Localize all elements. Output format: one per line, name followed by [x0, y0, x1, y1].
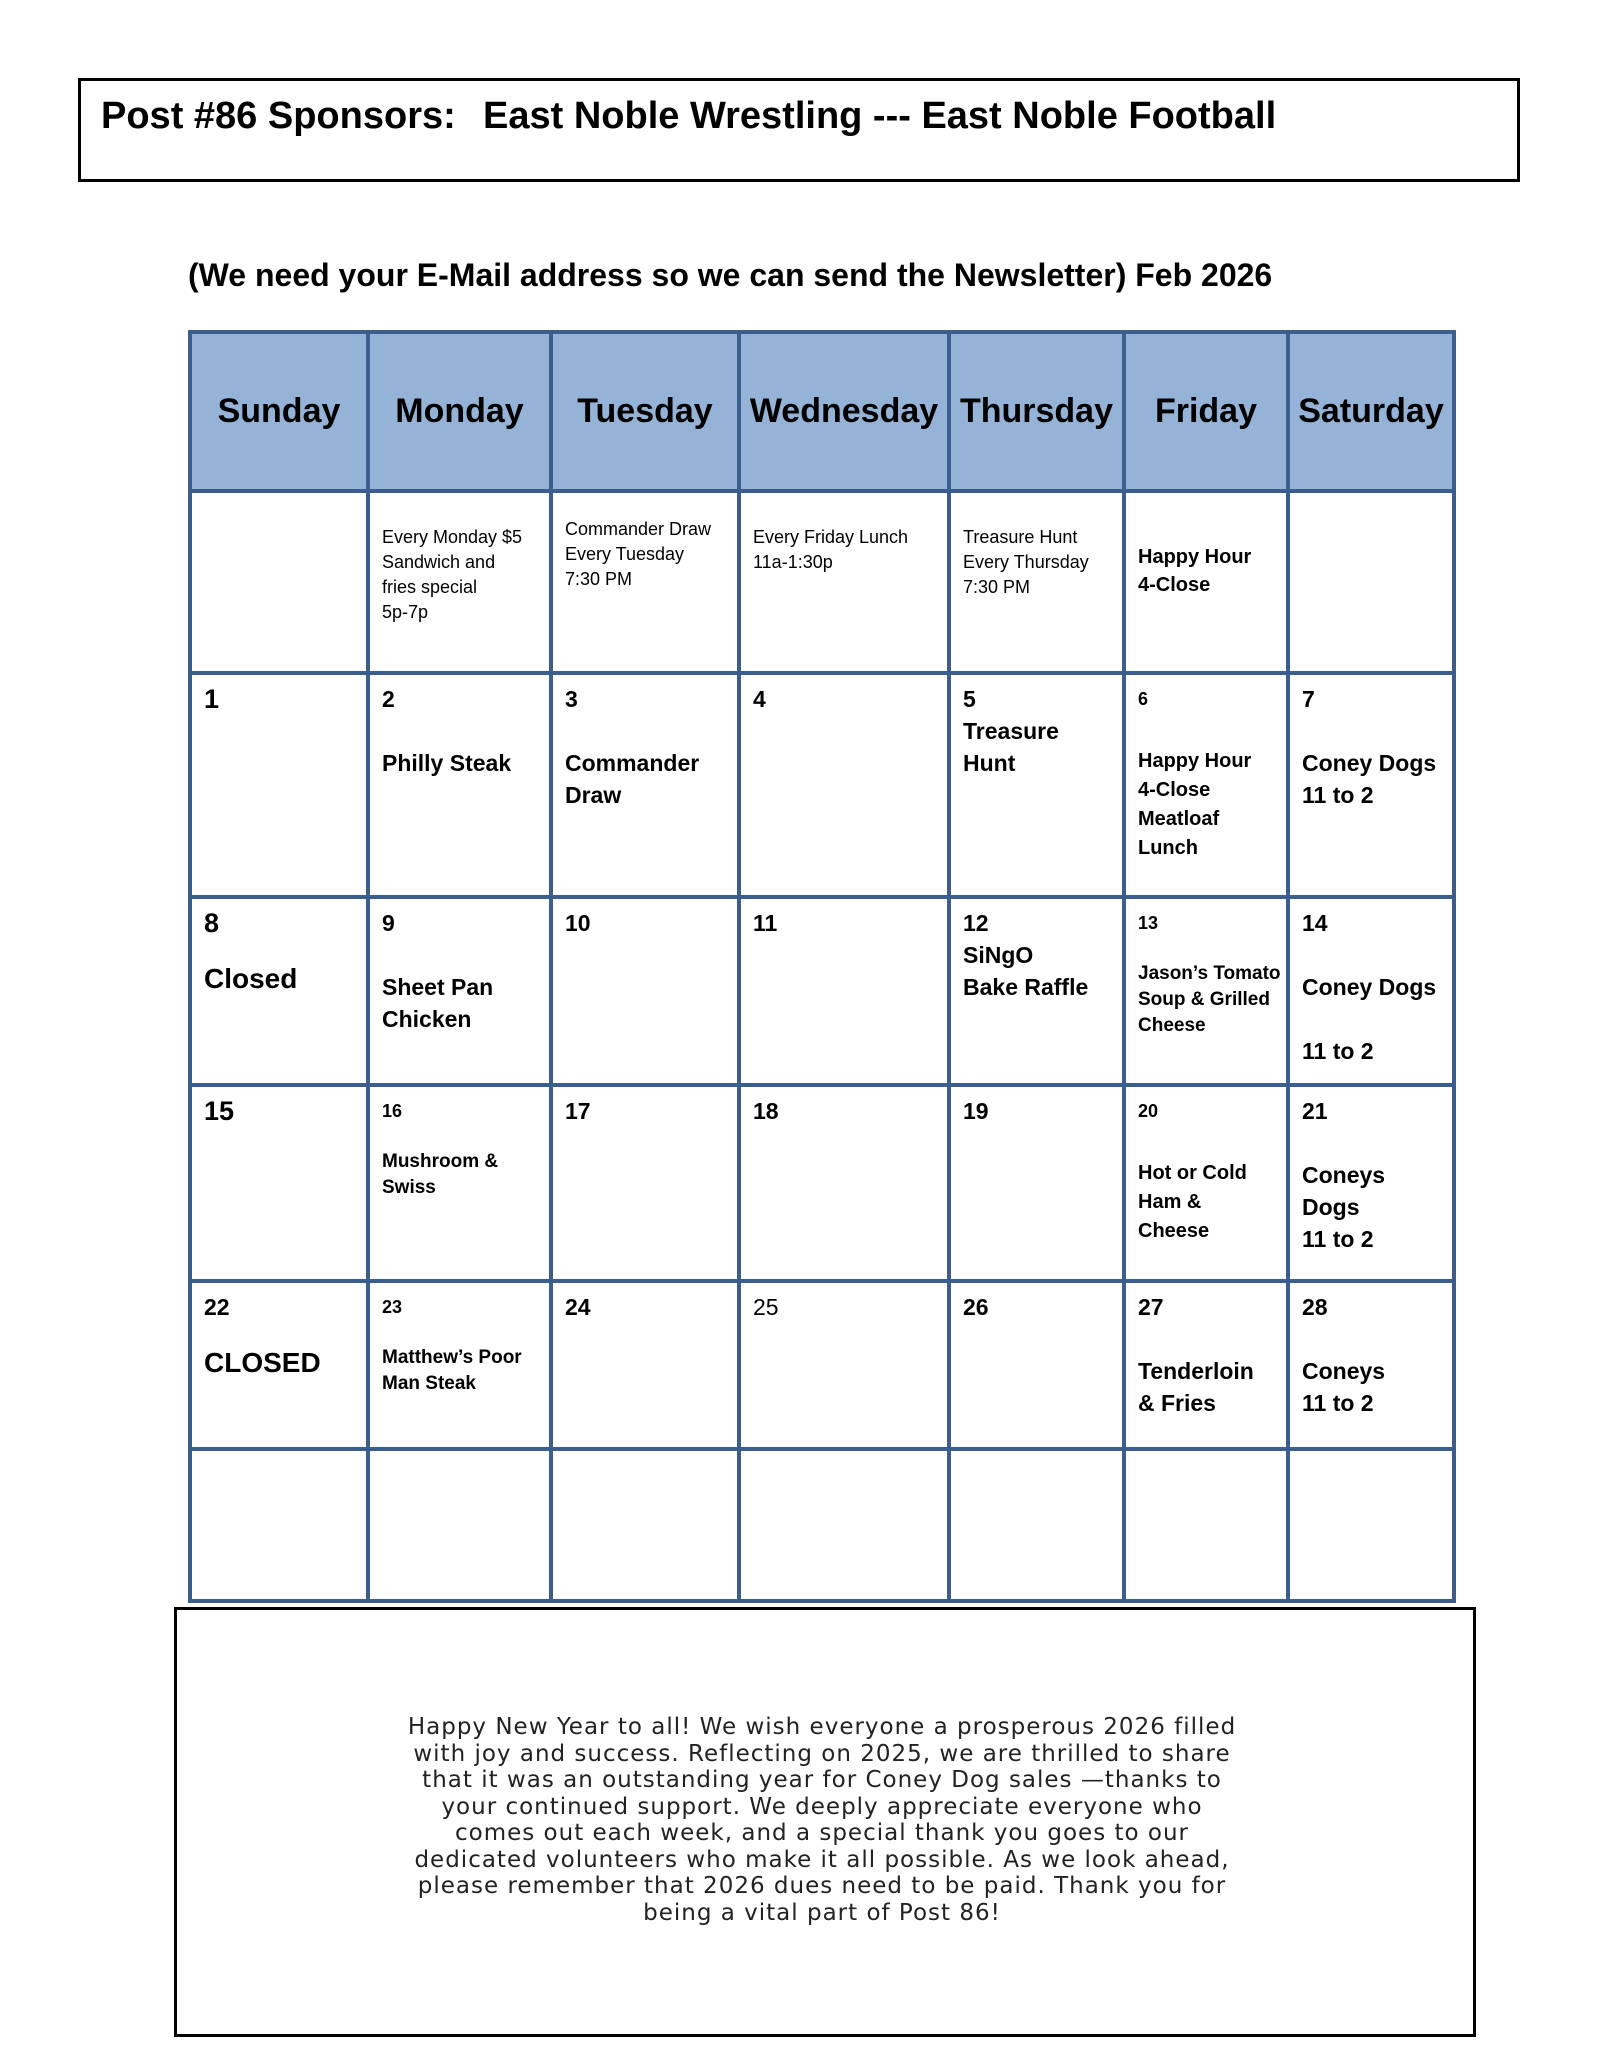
event-text: Commander Draw	[565, 750, 700, 808]
date-number: 10	[565, 910, 591, 936]
calendar-cell	[190, 1085, 368, 1281]
date-number: 2	[382, 686, 395, 712]
event-text: Matthew’s Poor Man Steak	[382, 1347, 522, 1394]
calendar-cell	[949, 1281, 1124, 1449]
date-number: 1	[204, 684, 220, 714]
date-number: 13	[1138, 913, 1159, 933]
week-row	[190, 673, 1454, 897]
event-text: Happy Hour 4-Close Meatloaf Lunch	[1138, 750, 1252, 859]
calendar-cell	[1288, 1085, 1454, 1281]
calendar-cell	[1288, 1281, 1454, 1449]
date-number: 27	[1138, 1294, 1164, 1320]
calendar-cell	[551, 897, 739, 1085]
day-header: Wednesday	[739, 332, 949, 491]
event-text: Coney Dogs 11 to 2	[1302, 750, 1437, 808]
calendar-cell	[190, 1449, 368, 1601]
date-number: 6	[1138, 689, 1149, 709]
day-header: Tuesday	[551, 332, 739, 491]
date-number: 26	[963, 1294, 989, 1320]
recurring-row	[190, 491, 1454, 673]
calendar-cell	[739, 1449, 949, 1601]
date-number: 7	[1302, 686, 1315, 712]
date-number: 24	[565, 1294, 591, 1320]
calendar-cell	[368, 491, 551, 673]
calendar-cell	[739, 1085, 949, 1281]
day-header: Friday	[1124, 332, 1288, 491]
date-number: 5	[963, 686, 976, 712]
day-header: Thursday	[949, 332, 1124, 491]
message-box	[174, 1607, 1476, 2037]
week-row	[190, 1281, 1454, 1449]
event-text: Philly Steak	[382, 750, 512, 776]
event-text: Coneys 11 to 2	[1302, 1358, 1386, 1416]
calendar-cell	[551, 673, 739, 897]
calendar-cell	[368, 897, 551, 1085]
calendar-cell	[1124, 673, 1288, 897]
date-number: 3	[565, 686, 578, 712]
date-number: 21	[1302, 1098, 1328, 1124]
calendar-cell	[1288, 673, 1454, 897]
event-text: SiNgO Bake Raffle	[963, 942, 1089, 1000]
date-number: 8	[204, 908, 220, 938]
day-header: Monday	[368, 332, 551, 491]
calendar-cell	[739, 1281, 949, 1449]
calendar-table	[188, 330, 1456, 1603]
calendar-cell	[1124, 491, 1288, 673]
event-text: Tenderloin & Fries	[1138, 1358, 1254, 1416]
calendar-cell	[190, 1281, 368, 1449]
calendar-cell	[190, 491, 368, 673]
date-number: 9	[382, 910, 395, 936]
calendar-cell	[190, 897, 368, 1085]
calendar-cell	[949, 491, 1124, 673]
event-text: Jason’s Tomato Soup & Grilled Cheese	[1138, 963, 1281, 1036]
date-number: 17	[565, 1098, 591, 1124]
event-text: Coneys Dogs 11 to 2	[1302, 1162, 1386, 1252]
date-number: 16	[382, 1101, 403, 1121]
calendar-cell	[368, 1449, 551, 1601]
day-header: Saturday	[1288, 332, 1454, 491]
calendar-cell	[949, 673, 1124, 897]
calendar-cell	[1288, 897, 1454, 1085]
calendar-cell	[1124, 1281, 1288, 1449]
recurring-note: Treasure Hunt Every Thursday 7:30 PM	[963, 527, 1089, 597]
calendar-cell	[368, 1085, 551, 1281]
calendar-cell	[551, 1085, 739, 1281]
date-number: 28	[1302, 1294, 1328, 1320]
calendar-cell	[1124, 1085, 1288, 1281]
sponsors-box	[78, 78, 1520, 182]
recurring-note: Every Friday Lunch 11a-1:30p	[753, 527, 909, 572]
day-header: Sunday	[190, 332, 368, 491]
week-row	[190, 1085, 1454, 1281]
date-number: 23	[382, 1297, 403, 1317]
date-number: 18	[753, 1098, 779, 1124]
calendar-cell	[739, 491, 949, 673]
calendar-cell	[739, 673, 949, 897]
empty-week-row	[190, 1449, 1454, 1601]
date-number: 12	[963, 910, 989, 936]
new-year-message: Happy New Year to all! We wish everyone a prosperous 2026 filled with joy and success. Reflecting on 2025, we are thrilled to share that it was an outstanding year for Coney Dog sales —thanks to your continued support. We deeply appreciate everyone who comes out each week, and a special thank you goes to our dedicated volunteers who make it all possible. As we look ahead, please remember that 2026 dues need to be paid. Thank you for being a vital part of Post 86!	[407, 1714, 1237, 1926]
calendar-cell	[551, 1281, 739, 1449]
event-text: Hot or Cold Ham & Cheese	[1138, 1162, 1247, 1242]
weekday-header-row	[190, 332, 1454, 491]
date-number: 11	[753, 910, 778, 936]
recurring-note: Every Monday $5 Sandwich and fries special 5p-7p	[382, 527, 523, 622]
calendar-cell	[1288, 491, 1454, 673]
calendar-cell	[190, 673, 368, 897]
date-number: 19	[963, 1098, 989, 1124]
event-text: Coney Dogs 11 to 2	[1302, 974, 1437, 1064]
recurring-note: Commander Draw Every Tuesday 7:30 PM	[565, 519, 712, 589]
calendar-cell	[949, 897, 1124, 1085]
date-number: 15	[204, 1096, 235, 1126]
calendar-cell	[551, 1449, 739, 1601]
calendar-cell	[739, 897, 949, 1085]
calendar-cell	[949, 1449, 1124, 1601]
week-row	[190, 897, 1454, 1085]
calendar-cell	[551, 491, 739, 673]
email-notice: (We need your E-Mail address so we can send the Newsletter) Feb 2026	[188, 257, 1273, 293]
event-text: Treasure Hunt	[963, 718, 1059, 776]
sponsors-teams: East Noble Wrestling --- East Noble Football	[483, 95, 1277, 137]
recurring-note: Happy Hour 4-Close	[1138, 546, 1252, 596]
calendar-cell	[949, 1085, 1124, 1281]
event-text: Closed	[204, 963, 298, 994]
date-number: 25	[753, 1294, 779, 1320]
event-text: CLOSED	[204, 1347, 321, 1378]
date-number: 4	[753, 686, 766, 712]
date-number: 14	[1302, 910, 1328, 936]
calendar-cell	[1288, 1449, 1454, 1601]
calendar-cell	[1124, 897, 1288, 1085]
calendar-cell	[1124, 1449, 1288, 1601]
date-number: 22	[204, 1294, 230, 1320]
event-text: Mushroom & Swiss	[382, 1151, 499, 1198]
event-text: Sheet Pan Chicken	[382, 974, 494, 1032]
date-number: 20	[1138, 1101, 1159, 1121]
calendar-cell	[368, 1281, 551, 1449]
calendar-cell	[368, 673, 551, 897]
sponsors-label: Post #86 Sponsors:	[101, 95, 456, 137]
